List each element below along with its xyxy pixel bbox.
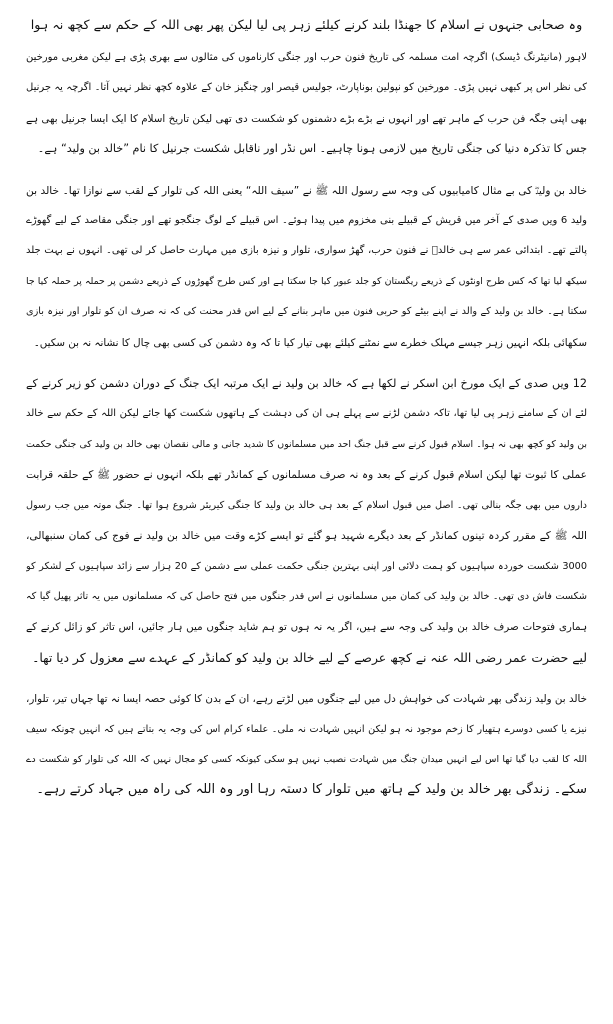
text-line: نیزے یا کسی دوسرے ہتھیار کا زخم موجود نہ ہو لیکن انہیں شہادت نہ ملی۔ علماء کرام اس کی وجہ یہ بتاتے ہیں کہ انہیں چونکہ سیف (26, 723, 587, 735)
text-line: بھی اپنی جگہ فن حرب کے ماہر تھے اور انہوں نے بڑے بڑے دشمنوں کو شکست دی تھی لیکن تاریخ اسلام کا ایک ایسا جرنیل بھی ہے (26, 112, 587, 125)
text-line: سکتا ہے۔ خالد بن ولید کے والد نے اپنے بیٹے کو حربی فنون میں ماہر بنانے کے لیے اس قدر محنت کی کہ نہ صرف ان کو تلوار اور نیزہ بازی (26, 306, 587, 318)
paragraph-intro (26, 43, 587, 165)
text-line: جس کا تذکرہ دنیا کی جنگی تاریخ میں لازمی ہونا چاہیے۔ اس نڈر اور ناقابل شکست جرنیل کا نام ”خالد بن ولید“ ہے۔ (37, 142, 587, 156)
text-line: لاہور (مانیٹرنگ ڈیسک) اگرچہ امت مسلمہ کی تاریخ فنون حرب اور جنگی کارناموں کی مثالوں سے بھری پڑی ہے لیکن مغربی مورخین (26, 52, 587, 63)
text-line: 3000 شکست خوردہ سپاہیوں کو ہمت دلائی اور اپنی بہترین جنگی حکمت عملی سے دشمن کے 20 ہزار سے زائد سپاہیوں کے لشکر کو (26, 560, 587, 572)
text-line: داروں میں بھی جگہ بنالی تھی۔ اصل میں قبول اسلام کے بعد ہی خالد بن ولید کا جنگی کیریئر شروع ہوا تھا۔ جنگ موتہ میں جب رسول (26, 499, 587, 511)
text-line: لئے ان کے سامنے زہر پی لیا تھا، تاکہ دشمن لڑنے سے پہلے ہی ان کی دہشت کے ہاتھوں شکست کھا جائے لیکن اللہ کے حکم سے خالد (26, 408, 587, 420)
text-line: شکست فاش دی تھی۔ خالد بن ولید کی کمان میں مسلمانوں نے اس قدر جنگوں میں فتح حاصل کی کہ مسلمانوں میں یہ تاثر پھیل گیا کہ (26, 590, 587, 602)
text-line: عملی کا ثبوت تھا لیکن اسلام قبول کرنے کے بعد وہ نہ صرف مسلمانوں کے کمانڈر تھے بلکہ انہوں نے حضور ﷺ کے حلقہ قرابت (26, 469, 587, 482)
text-line: لیے حضرت عمر رضی اللہ عنہ نے کچھ عرصے کے لیے خالد بن ولید کو کمانڈر کے عہدے سے معزول کر دیا تھا۔ (32, 649, 587, 665)
text-line: ولید 6 ویں صدی کے آخر میں قریش کے قبیلے بنی مخزوم میں پیدا ہوئے۔ اس قبیلے کے لوگ جنگجو تھے اور جنگی مقاصد کے لیے گھوڑے (26, 215, 587, 227)
text-line: کی نظر اس پر کبھی نہیں پڑی۔ مورخین کو نپولین بوناپارٹ، جولیس قیصر اور چنگیز خان کے علاوہ کچھ نظر نہیں آتا۔ اگرچہ یہ جرنیل (26, 82, 587, 94)
text-line: پالتے تھے۔ ابتدائی عمر سے ہی خالدؓ نے فنون حرب، گھڑ سواری، تلوار و نیزہ بازی میں مہارت حاصل کر لی تھی۔ انہوں نے بہت جلد (26, 245, 587, 257)
paragraph-early-life (26, 176, 587, 358)
text-line: 12 ویں صدی کے ایک مورخ ابن اسکر نے لکھا ہے کہ خالد بن ولید نے ایک مرتبہ ایک جنگ کے دوران دشمن کو زیر کرنے کے (26, 377, 587, 391)
text-line: سکے۔ زندگی بھر خالد بن ولید کے ہاتھ میں تلوار کا دستہ رہا اور وہ اللہ کی راہ میں جہاد کرتے رہے۔ (36, 782, 587, 798)
text-line: بن ولید کو کچھ بھی نہ ہوا۔ اسلام قبول کرنے سے قبل جنگ احد میں مسلمانوں کا شدید جانی و مالی نقصان بھی خالد بن ولید کی جنگی حکمت (26, 438, 587, 450)
paragraph-martyrdom (26, 684, 587, 806)
text-line: خالد بن ولید زندگی بھر شہادت کی خواہش دل میں لیے جنگوں میں لڑتے رہے، ان کے بدن کا کوئی حصہ ایسا نہ تھا جہاں تیر، تلوار، (26, 693, 587, 706)
article-title: وہ صحابی جنہوں نے اسلام کا جھنڈا بلند کرنے کیلئے زہر پی لیا لیکن پھر بھی اللہ کے حکم سے کچھ نہ ہوا (30, 17, 583, 32)
paragraph-military-career (26, 369, 587, 673)
text-line: سیکھ لیا تھا کہ کس طرح اونٹوں کے ذریعے ریگستان کو جلد عبور کیا جا سکتا ہے اور کس طرح گھوڑوں کے ذریعے دشمن پر حملہ پر حملہ کیا جا (26, 275, 587, 287)
text-line: ہماری فتوحات صرف خالد بن ولید کی وجہ سے ہیں، اگر یہ نہ ہوں تو ہم شاید جنگوں میں ہار جائیں، اس تاثر کو زائل کرنے کے (26, 621, 587, 634)
text-line: اللہ کا لقب دیا گیا تھا اس لیے انہیں میدان جنگ میں شہادت نصیب نہیں ہو سکی کیونکہ کسی کو مجال نہیں کہ اللہ کی تلوار کو شکست دے (26, 753, 587, 765)
text-line: اللہ ﷺ کے مقرر کردہ تینوں کمانڈر کے بعد دیگرے شہید ہو گئے تو ایسے کڑے وقت میں خالد بن ولید نے فوج کی کمان سنبھالی، (26, 530, 587, 543)
text-line: سکھائی بلکہ انہیں زہر جیسے مہلک خطرے سے نمٹنے کیلئے بھی تیار کیا تا کہ وہ دشمن کی کسی بھی چال کا نشانہ نہ بن سکیں۔ (33, 336, 587, 349)
text-line: خالد بن ولیدؓ کی بے مثال کامیابیوں کی وجہ سے رسول اللہ ﷺ نے ”سیف اللہ“ یعنی اللہ کی تلوار کے لقب سے نوازا تھا۔ خالد بن (26, 184, 587, 197)
